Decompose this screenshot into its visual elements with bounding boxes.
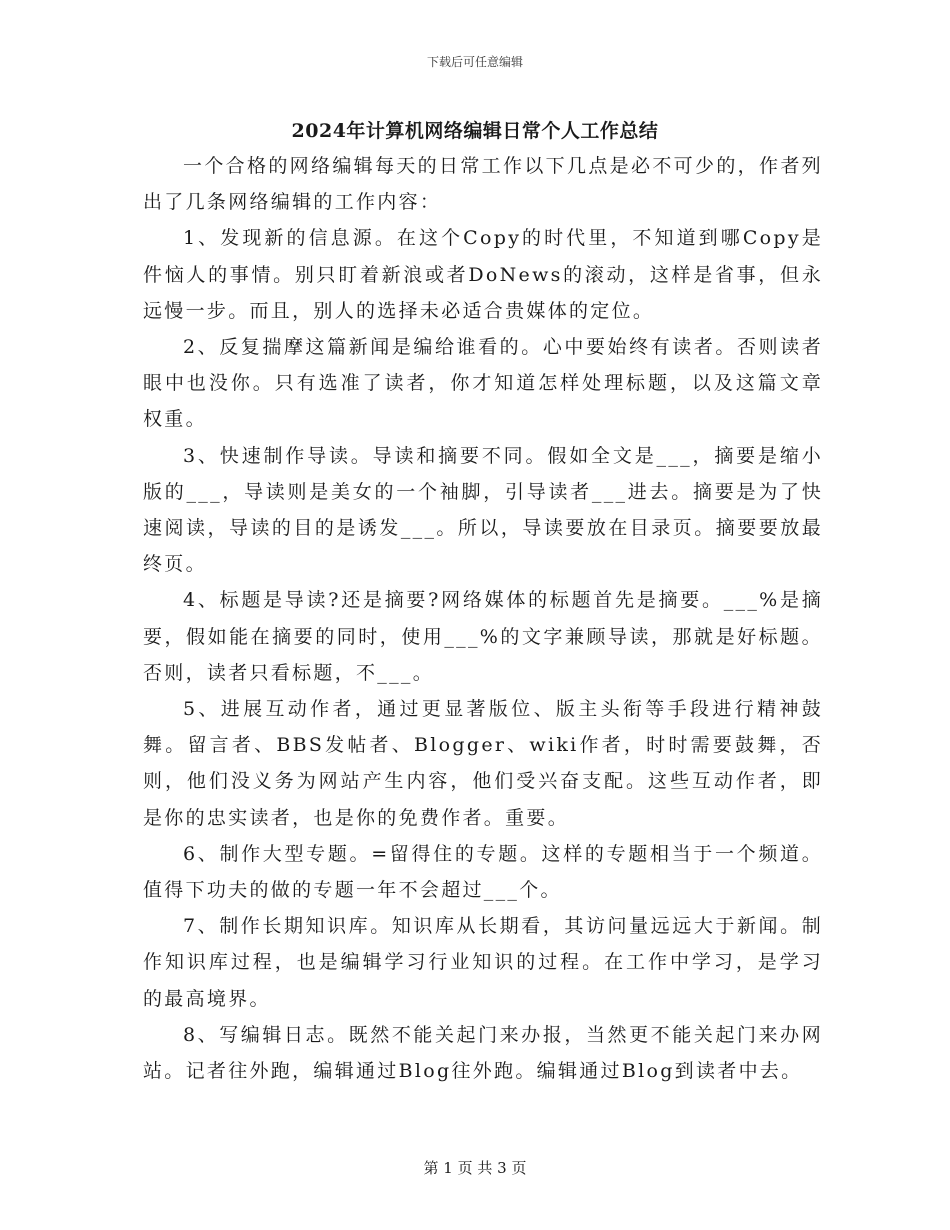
paragraph-1: 1、发现新的信息源。在这个Copy的时代里，不知道到哪Copy是件恼人的事情。别只盯着新浪或者DoNews的滚动，这样是省事，但永远慢一步。而且，别人的选择未必适合贵媒体的定位。 [143, 227, 823, 322]
paragraph-4: 4、标题是导读?还是摘要?网络媒体的标题首先是摘要。___%是摘要，假如能在摘要的同时，使用___%的文字兼顾导读，那就是好标题。否则，读者只看标题，不___。 [143, 589, 823, 684]
document-body [143, 148, 823, 1089]
paragraph-6: 6、制作大型专题。=留得住的专题。这样的专题相当于一个频道。值得下功夫的做的专题一年不会超过___个。 [143, 842, 823, 902]
paragraph-8: 8、写编辑日志。既然不能关起门来办报，当然更不能关起门来办网站。记者往外跑，编辑通过Blog往外跑。编辑通过Blog到读者中去。 [143, 1023, 823, 1083]
paragraph-intro: 一个合格的网络编辑每天的日常工作以下几点是必不可少的，作者列出了几条网络编辑的工作内容： [143, 155, 823, 214]
paragraph-5: 5、进展互动作者，通过更显著版位、版主头衔等手段进行精神鼓舞。留言者、BBS发帖者、Blogger、wiki作者，时时需要鼓舞，否则，他们没义务为网站产生内容，他们受兴奋支配。这些互动作者，即是你的忠实读者，也是你的免费作者。重要。 [143, 698, 823, 829]
paragraph-3: 3、快速制作导读。导读和摘要不同。假如全文是___，摘要是缩小版的___，导读则是美女的一个袖脚，引导读者___进去。摘要是为了快速阅读，导读的目的是诱发___。所以，导读要放在目录页。摘要要放最终页。 [143, 444, 823, 576]
paragraph-7: 7、制作长期知识库。知识库从长期看，其访问量远远大于新闻。制作知识库过程，也是编辑学习行业知识的过程。在工作中学习，是学习的最高境界。 [143, 915, 823, 1010]
page-number: 第 1 页 共 3 页 [423, 1159, 527, 1177]
paragraph-2: 2、反复揣摩这篇新闻是编给谁看的。心中要始终有读者。否则读者眼中也没你。只有选准了读者，你才知道怎样处理标题，以及这篇文章权重。 [143, 336, 823, 431]
document-title: 2024年计算机网络编辑日常个人工作总结 [291, 120, 659, 142]
page-header-note: 下载后可任意编辑 [426, 55, 523, 69]
